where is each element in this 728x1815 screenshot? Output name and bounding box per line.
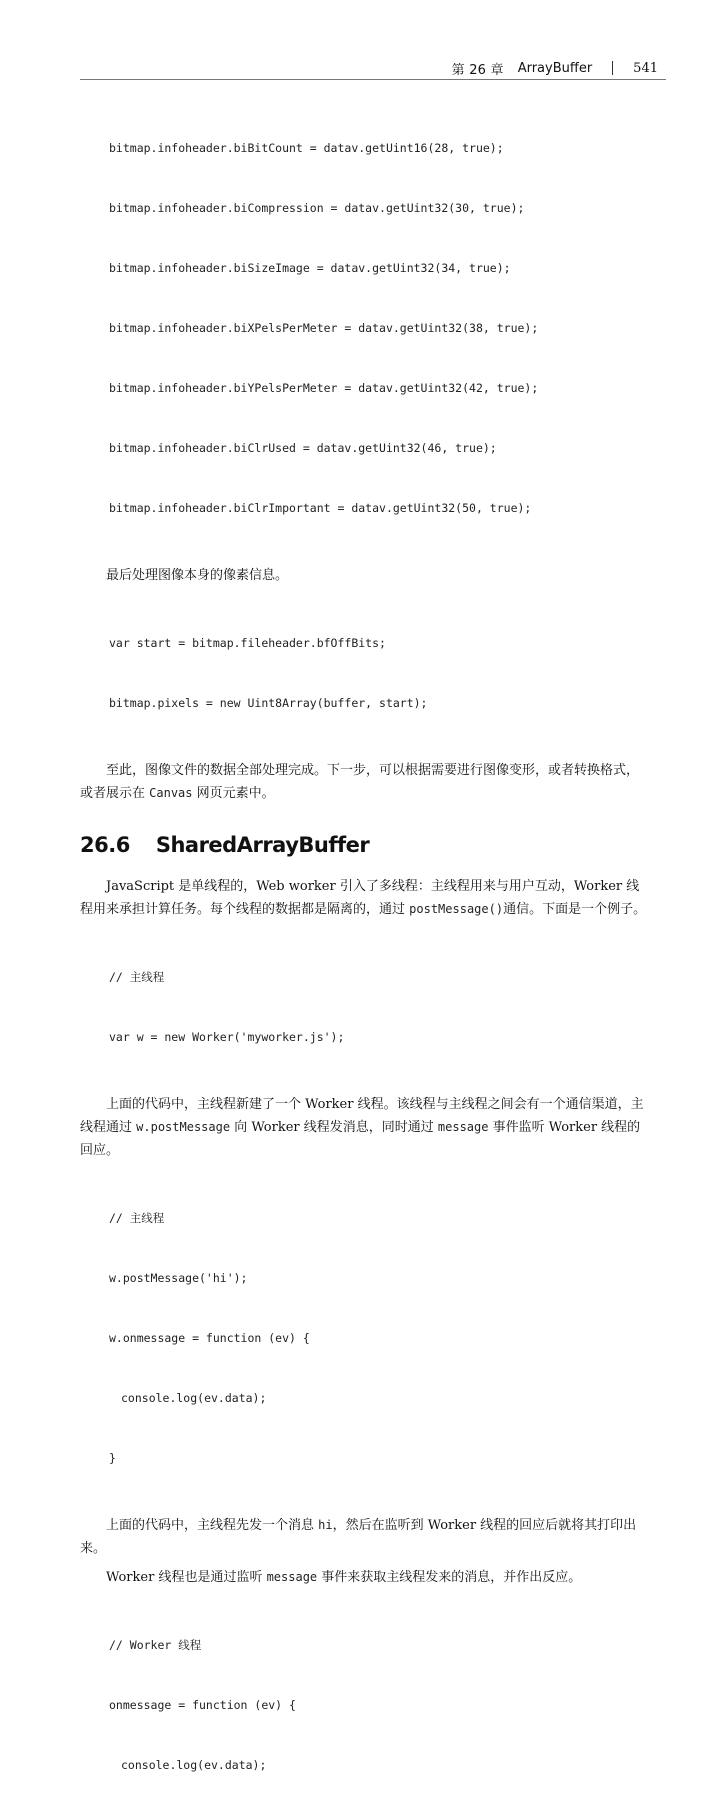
code-line: console.log(ev.data); bbox=[121, 1391, 267, 1405]
paragraph-single-thread bbox=[80, 875, 648, 921]
page-number: 541 bbox=[633, 60, 658, 76]
text: 向 Worker 线程发消息，同时通过 bbox=[230, 1120, 438, 1135]
text: 至此，图像文件的数据全部处理完成。下一步，可以根据需要进行图像变形，或者转换格式，或者展示在 bbox=[80, 763, 640, 801]
header-rule bbox=[80, 79, 666, 80]
chapter-title: ArrayBuffer bbox=[517, 60, 593, 76]
section-title: SharedArrayBuffer bbox=[155, 833, 370, 857]
code-line: bitmap.infoheader.biCompression = datav.getUint32(30, true); bbox=[109, 201, 525, 215]
code-line: bitmap.infoheader.biClrUsed = datav.getUint32(46, true); bbox=[109, 441, 497, 455]
code-line: bitmap.pixels = new Uint8Array(buffer, start); bbox=[109, 696, 428, 710]
inline-code: message bbox=[437, 1120, 489, 1134]
text: 通信。下面是一个例子。 bbox=[503, 902, 647, 917]
code-line: var w = new Worker('myworker.js'); bbox=[109, 1030, 345, 1044]
inline-code: message bbox=[266, 1570, 318, 1584]
header-separator bbox=[612, 61, 613, 75]
text: 上面的代码中，主线程先发一个消息 bbox=[106, 1518, 319, 1533]
code-block-main-thread-message bbox=[109, 1168, 648, 1508]
inline-code: hi bbox=[318, 1518, 333, 1532]
code-block-pixels bbox=[109, 593, 648, 753]
text: 网页元素中。 bbox=[192, 786, 275, 801]
paragraph-worker-listen bbox=[80, 1566, 648, 1589]
running-header bbox=[452, 56, 658, 80]
chapter-label: 第 26 章 bbox=[451, 62, 504, 78]
text: Worker 线程也是通过监听 bbox=[106, 1570, 267, 1585]
inline-code: w.postMessage bbox=[136, 1120, 231, 1134]
code-line: bitmap.infoheader.biXPelsPerMeter = datav.getUint32(38, true); bbox=[109, 321, 539, 335]
code-line: var start = bitmap.fileheader.bfOffBits; bbox=[109, 636, 386, 650]
text: ，然后在监听到 Worker 线程的回应后就将其打印出来。 bbox=[80, 1518, 637, 1556]
text: JavaScript 是单线程的，Web worker 引入了多线程：主线程用来与用户互动，Worker 线程用来承担计算任务。每个线程的数据都是隔离的，通过 bbox=[80, 879, 640, 917]
code-line: bitmap.infoheader.biClrImportant = datav.getUint32(50, true); bbox=[109, 501, 532, 515]
code-line: console.log(ev.data); bbox=[121, 1758, 267, 1772]
code-comment: // Worker 线程 bbox=[109, 1638, 202, 1652]
code-line: w.onmessage = function (ev) { bbox=[109, 1331, 310, 1345]
code-block-main-thread-worker bbox=[109, 927, 648, 1087]
code-block-worker-thread bbox=[109, 1595, 648, 1815]
code-line: } bbox=[109, 1451, 116, 1465]
paragraph-print-response bbox=[80, 1514, 648, 1560]
code-line: bitmap.infoheader.biYPelsPerMeter = datav.getUint32(42, true); bbox=[109, 381, 539, 395]
code-line: onmessage = function (ev) { bbox=[109, 1698, 296, 1712]
code-block-bitmap-infoheader bbox=[109, 98, 648, 558]
inline-code: postMessage() bbox=[409, 902, 504, 916]
code-line: bitmap.infoheader.biBitCount = datav.getUint16(28, true); bbox=[109, 141, 504, 155]
paragraph-processing-done bbox=[80, 759, 648, 805]
inline-code: Canvas bbox=[149, 786, 193, 800]
paragraph-worker-channel bbox=[80, 1093, 648, 1162]
paragraph-pixels-intro: 最后处理图像本身的像素信息。 bbox=[106, 568, 289, 583]
code-comment: // 主线程 bbox=[109, 970, 165, 984]
text: 事件来获取主线程发来的消息，并作出反应。 bbox=[317, 1570, 582, 1585]
section-number: 26.6 bbox=[80, 833, 130, 857]
page-content bbox=[80, 98, 648, 1815]
text: 事件监听 Worker 线程的回应。 bbox=[80, 1120, 641, 1158]
section-heading bbox=[80, 833, 648, 857]
text: 上面的代码中，主线程新建了一个 Worker 线程。该线程与主线程之间会有一个通信渠道，主线程通过 bbox=[80, 1097, 644, 1135]
code-line: w.postMessage('hi'); bbox=[109, 1271, 248, 1285]
code-comment: // 主线程 bbox=[109, 1211, 165, 1225]
code-line: bitmap.infoheader.biSizeImage = datav.getUint32(34, true); bbox=[109, 261, 511, 275]
